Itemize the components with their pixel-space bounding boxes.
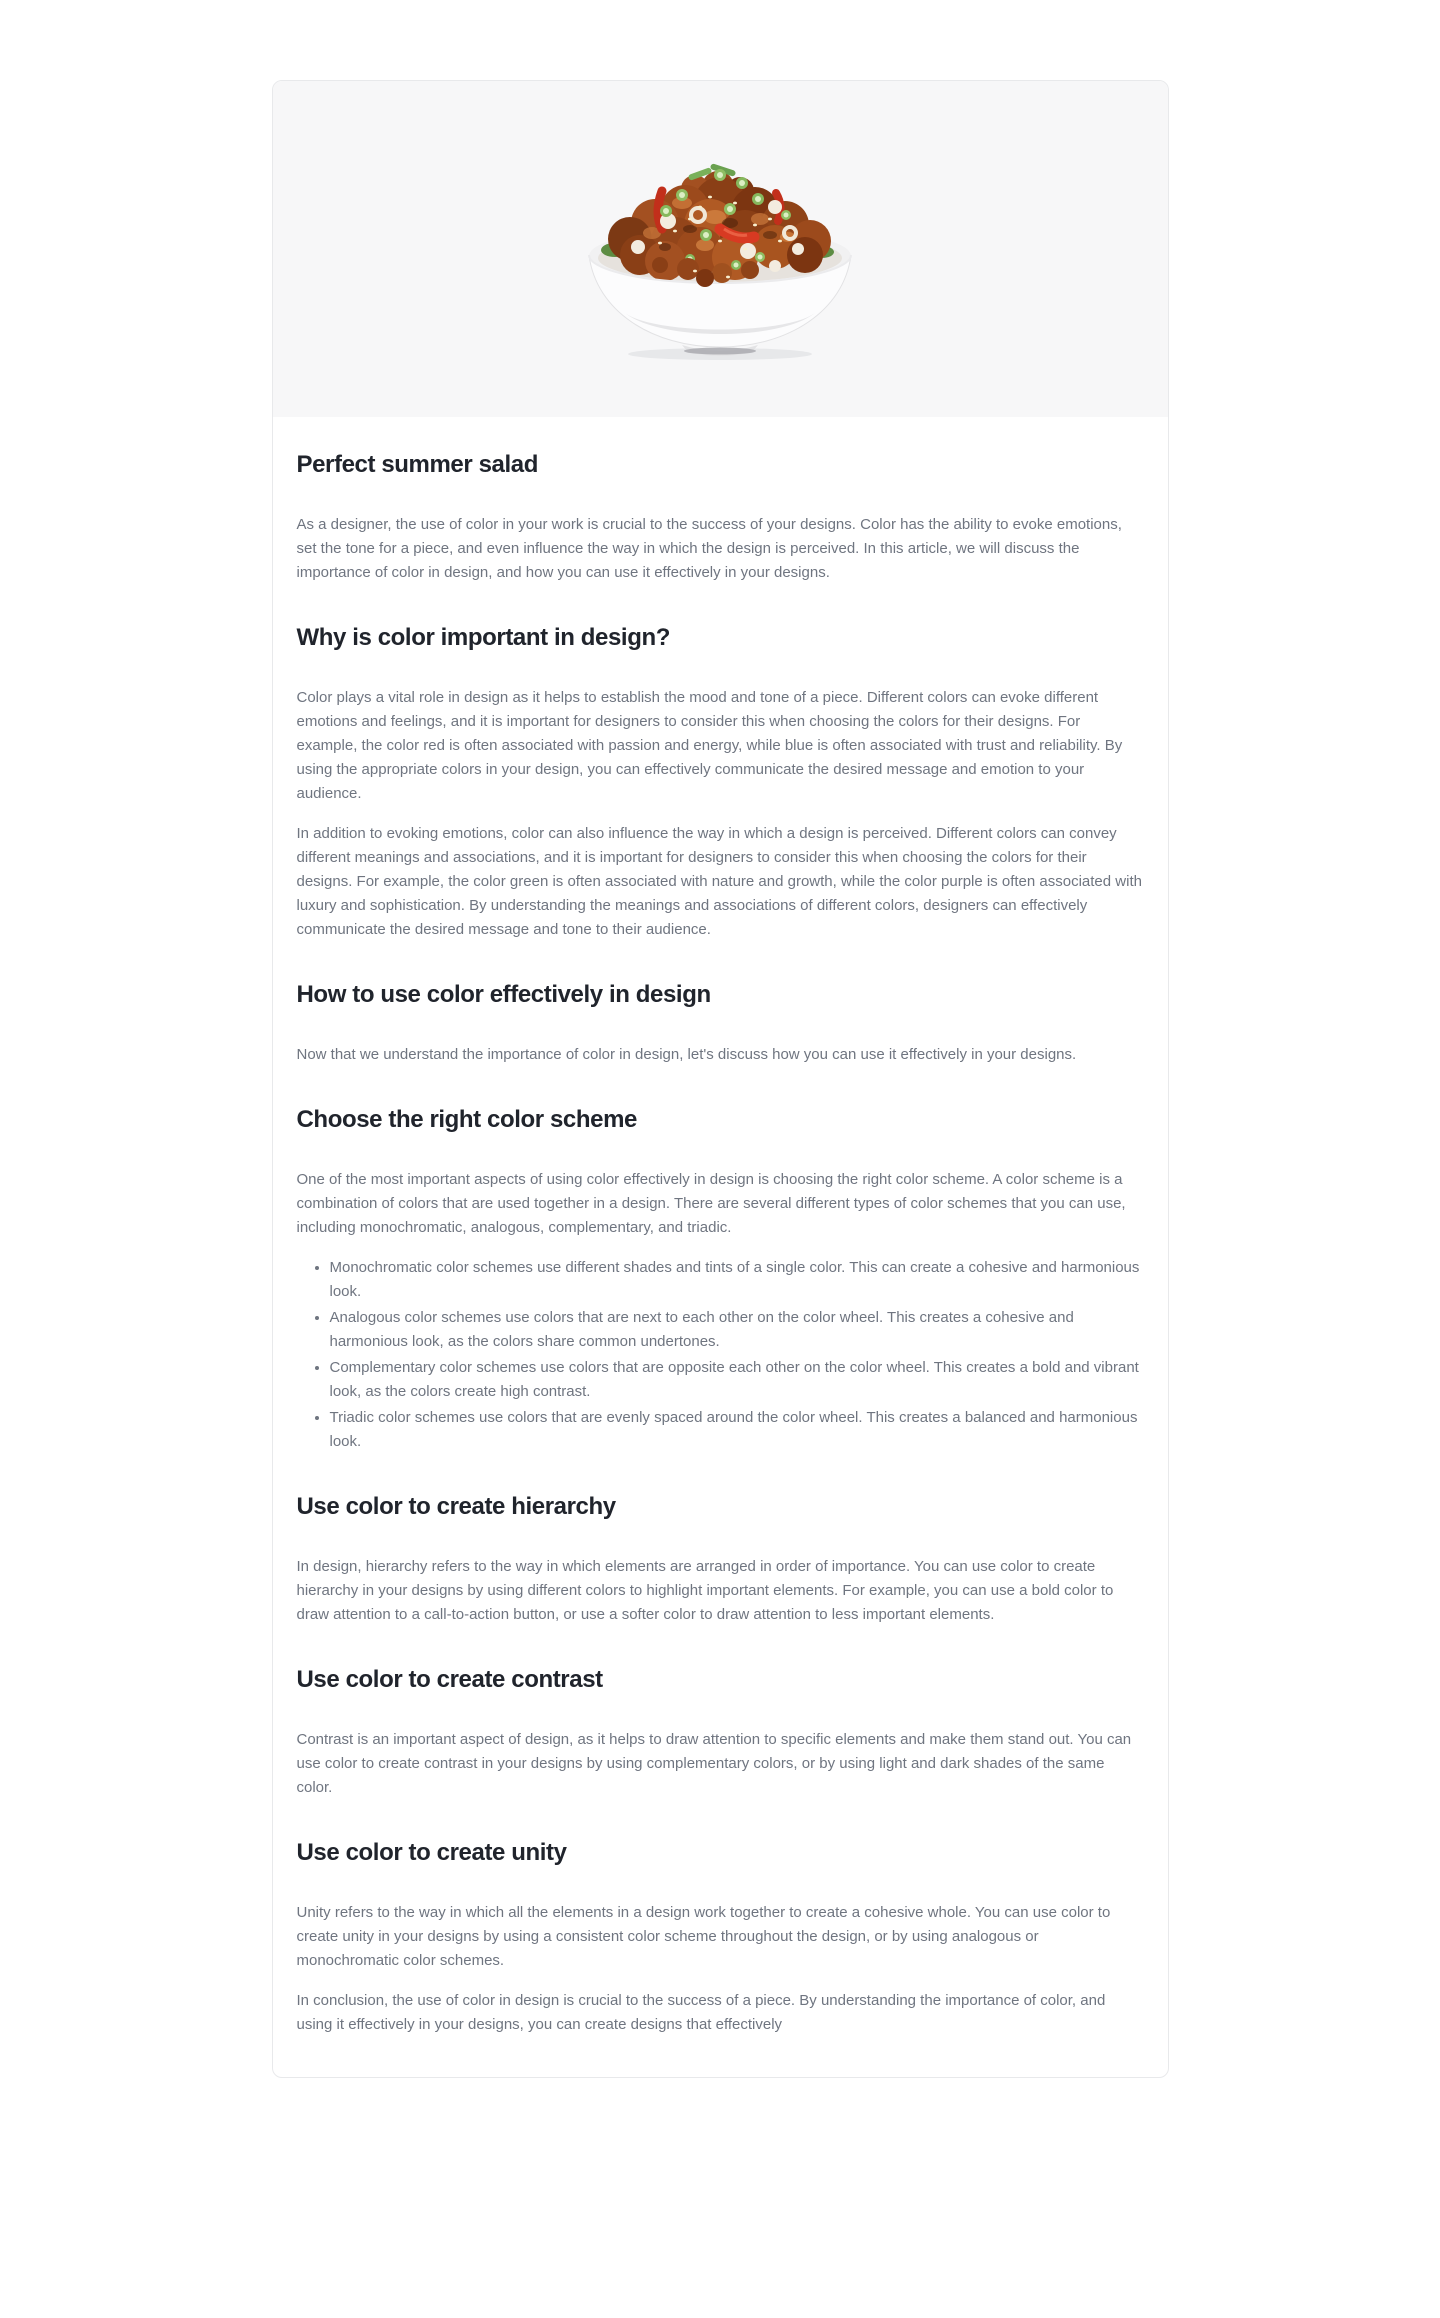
article-content bbox=[273, 417, 1168, 2077]
paragraph: One of the most important aspects of using color effectively in design is choosing the right color scheme. A color scheme is a combination of colors that are used together in a design. There are several different types of color schemes that you can use, including monochromatic, analogous, complementary, and triadic. bbox=[296, 1171, 1126, 1236]
paragraph: In conclusion, the use of color in design is crucial to the success of a piece. By understanding the importance of color, and using it effectively in your designs, you can create designs that effectively bbox=[296, 1992, 1106, 2033]
paragraph: Now that we understand the importance of color in design, let's discuss how you can use it effectively in your designs. bbox=[296, 1046, 1077, 1063]
paragraph: Color plays a vital role in design as it helps to establish the mood and tone of a piece. Different colors can evoke different emotions and feelings, and it is important for designers to consider this when choosing the colors for their designs. For example, the color red is often associated with passion and energy, while blue is often associated with trust and reliability. By using the appropriate colors in your design, you can effectively communicate the desired message and emotion to your audience. bbox=[296, 689, 1123, 802]
page-title: Perfect summer salad bbox=[296, 451, 538, 478]
list-item: • Monochromatic color schemes use different shades and tints of a single color. This can create a cohesive and harmonious look. bbox=[330, 1256, 1144, 1304]
paragraph: In addition to evoking emotions, color can also influence the way in which a design is perceived. Different colors can convey different meanings and associations, and it is important for designers to consider this when choosing the colors for their designs. For example, the color green is often associated with nature and growth, while the color purple is often associated with luxury and sophistication. By understanding the meanings and associations of different colors, designers can effectively communicate the desired message and tone to their audience. bbox=[296, 825, 1142, 938]
section-heading: Use color to create hierarchy bbox=[296, 1493, 616, 1520]
section-heading: Use color to create contrast bbox=[296, 1666, 603, 1693]
paragraph: Unity refers to the way in which all the elements in a design work together to create a cohesive whole. You can use color to create unity in your designs by using a consistent color scheme throughout the design, or by using analogous or monochromatic color schemes. bbox=[296, 1904, 1111, 1969]
article-card bbox=[272, 80, 1169, 2078]
list-item: • Analogous color schemes use colors that are next to each other on the color wheel. This creates a cohesive and harmonious look, as the colors share common undertones. bbox=[330, 1306, 1144, 1354]
section-heading: Choose the right color scheme bbox=[296, 1106, 637, 1133]
bullet-list bbox=[297, 1256, 1144, 1454]
paragraph: As a designer, the use of color in your work is crucial to the success of your designs. Color has the ability to evoke emotions, set the tone for a piece, and even influence the way in which the design is perceived. In this article, we will discuss the importance of color in design, and how you can use it effectively in your designs. bbox=[296, 516, 1122, 581]
list-item: • Complementary color schemes use colors that are opposite each other on the color wheel. This creates a bold and vibrant look, as the colors create high contrast. bbox=[330, 1356, 1144, 1404]
paragraph: In design, hierarchy refers to the way in which elements are arranged in order of importance. You can use color to create hierarchy in your designs by using different colors to highlight important elements. For example, you can use a bold color to draw attention to a call-to-action button, or use a softer color to draw attention to less important elements. bbox=[296, 1558, 1114, 1623]
article-hero-banner bbox=[273, 81, 1168, 417]
section-heading: Use color to create unity bbox=[296, 1839, 567, 1866]
food-bowl-image bbox=[570, 163, 870, 363]
section-heading: How to use color effectively in design bbox=[296, 981, 711, 1008]
article-body bbox=[297, 513, 1144, 2037]
list-item: • Triadic color schemes use colors that are evenly spaced around the color wheel. This creates a balanced and harmonious look. bbox=[330, 1406, 1144, 1454]
section-heading: Why is color important in design? bbox=[296, 624, 670, 651]
paragraph: Contrast is an important aspect of design, as it helps to draw attention to specific elements and make them stand out. You can use color to create contrast in your designs by using complementary colors, or by using light and dark shades of the same color. bbox=[296, 1731, 1132, 1796]
